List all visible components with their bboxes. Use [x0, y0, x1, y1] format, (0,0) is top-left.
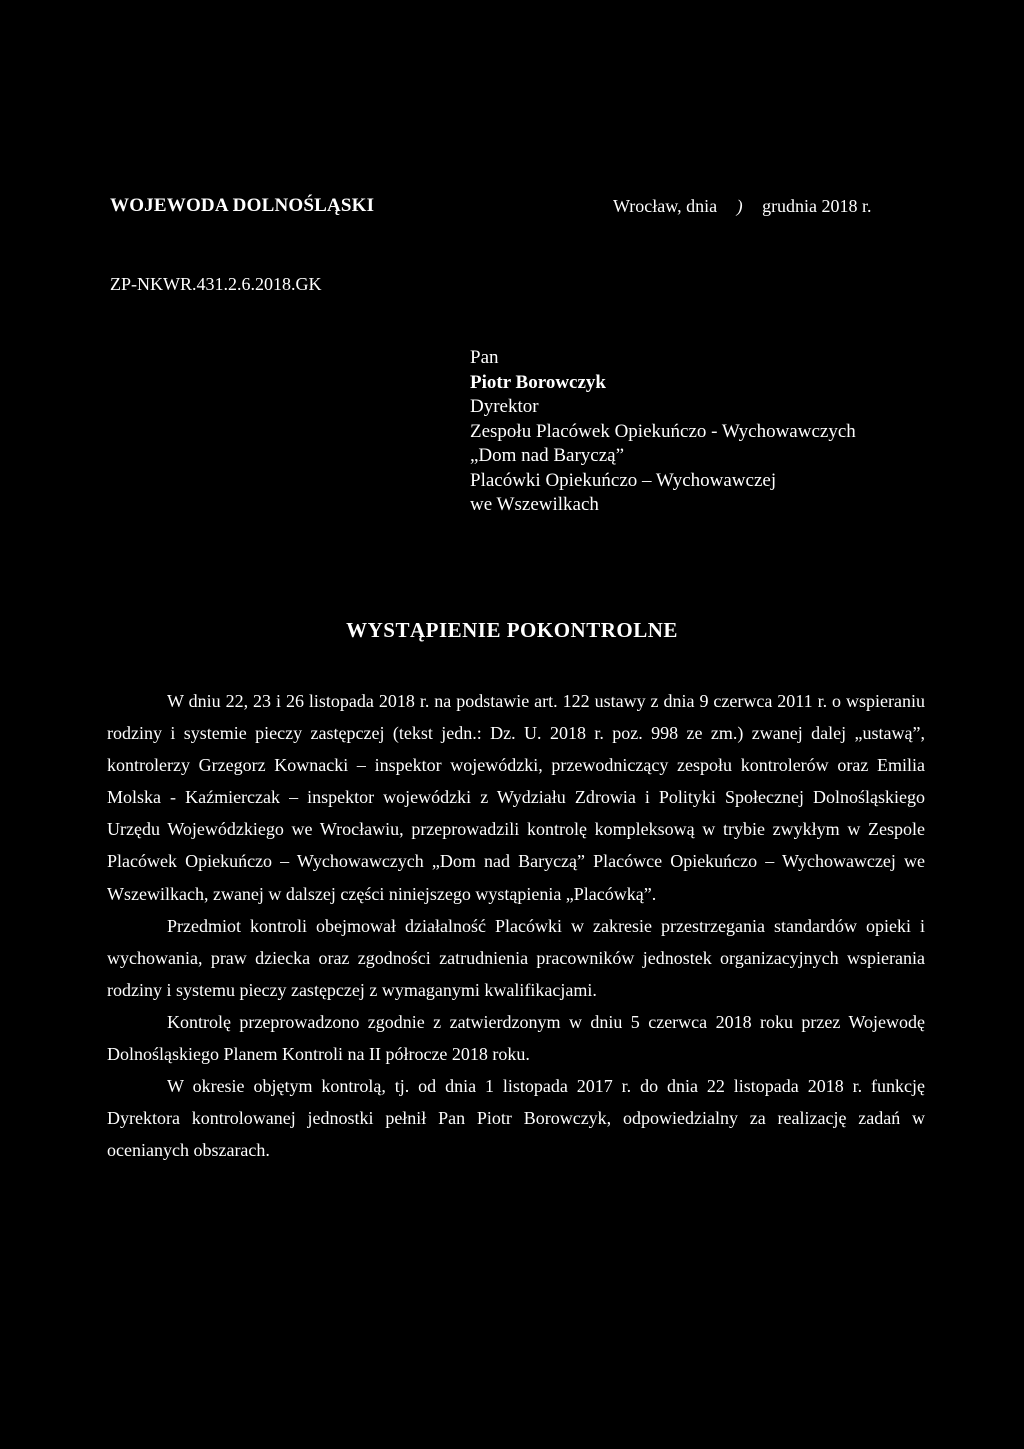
addressee-line-2: „Dom nad Baryczą” — [470, 445, 625, 466]
body-paragraph: W dniu 22, 23 i 26 listopada 2018 r. na podstawie art. 122 ustawy z dnia 9 czerwca 2011 r. o wspieraniu rodziny i systemie pieczy zastępczej (tekst jedn.: Dz. U. 2018 r. poz. 998 ze zm.) zwanej dalej „ustawą”, kontrolerzy Grzegorz Kownacki – inspektor wojewódzki, przewodniczący zespołu kontrolerów oraz Emilia Molska - Kaźmierczak – inspektor wojewódzki z Wydziału Zdrowia i Polityki Społecznej Dolnośląskiego Urzędu Wojewódzkiego we Wrocławiu, przeprowadzili kontrolę kompleksową w trybie zwykłym w Zespole Placówek Opiekuńczo – Wychowawczych „Dom nad Baryczą” Placówce Opiekuńczo – Wychowawczej we Wszewilkach, zwanej w dalszej części niniejszego wystąpienia „Placówką”. — [107, 691, 925, 904]
date-prefix: Wrocław, dnia — [613, 196, 718, 216]
document-body — [107, 685, 925, 1166]
addressee-position: Dyrektor — [470, 396, 539, 417]
reference-number: ZP-NKWR.431.2.6.2018.GK — [110, 274, 322, 294]
handwritten-day-mark: ) — [736, 196, 743, 216]
body-paragraph: Przedmiot kontroli obejmował działalność Placówki w zakresie przestrzegania standardów opieki i wychowania, praw dziecka oraz zgodności zatrudnienia pracowników jednostek organizacyjnych wspierania rodziny i systemu pieczy zastępczej z wymaganymi kwalifikacjami. — [107, 915, 925, 1000]
addressee-salutation: Pan — [470, 347, 499, 368]
sender-heading: WOJEWODA DOLNOŚLĄSKI — [110, 195, 375, 216]
body-paragraph: Kontrolę przeprowadzono zgodnie z zatwierdzonym w dniu 5 czerwca 2018 roku przez Wojewodę Dolnośląskiego Planem Kontroli na II półrocze 2018 roku. — [107, 1011, 925, 1065]
addressee-name: Piotr Borowczyk — [470, 371, 606, 393]
place-and-date — [613, 196, 872, 217]
document-title: WYSTĄPIENIE POKONTROLNE — [346, 618, 678, 642]
date-suffix: grudnia 2018 r. — [762, 196, 872, 216]
addressee-line-3: Placówki Opiekuńczo – Wychowawczej — [470, 469, 777, 491]
addressee-line-4: we Wszewilkach — [470, 494, 599, 515]
addressee-line-1: Zespołu Placówek Opiekuńczo - Wychowawczych — [470, 420, 856, 442]
body-paragraph: W okresie objętym kontrolą, tj. od dnia 1 listopada 2017 r. do dnia 22 listopada 2018 r. funkcję Dyrektora kontrolowanej jednostki pełnił Pan Piotr Borowczyk, odpowiedzialny za realizację zadań w ocenianych obszarach. — [107, 1076, 925, 1161]
addressee-block — [470, 346, 856, 518]
